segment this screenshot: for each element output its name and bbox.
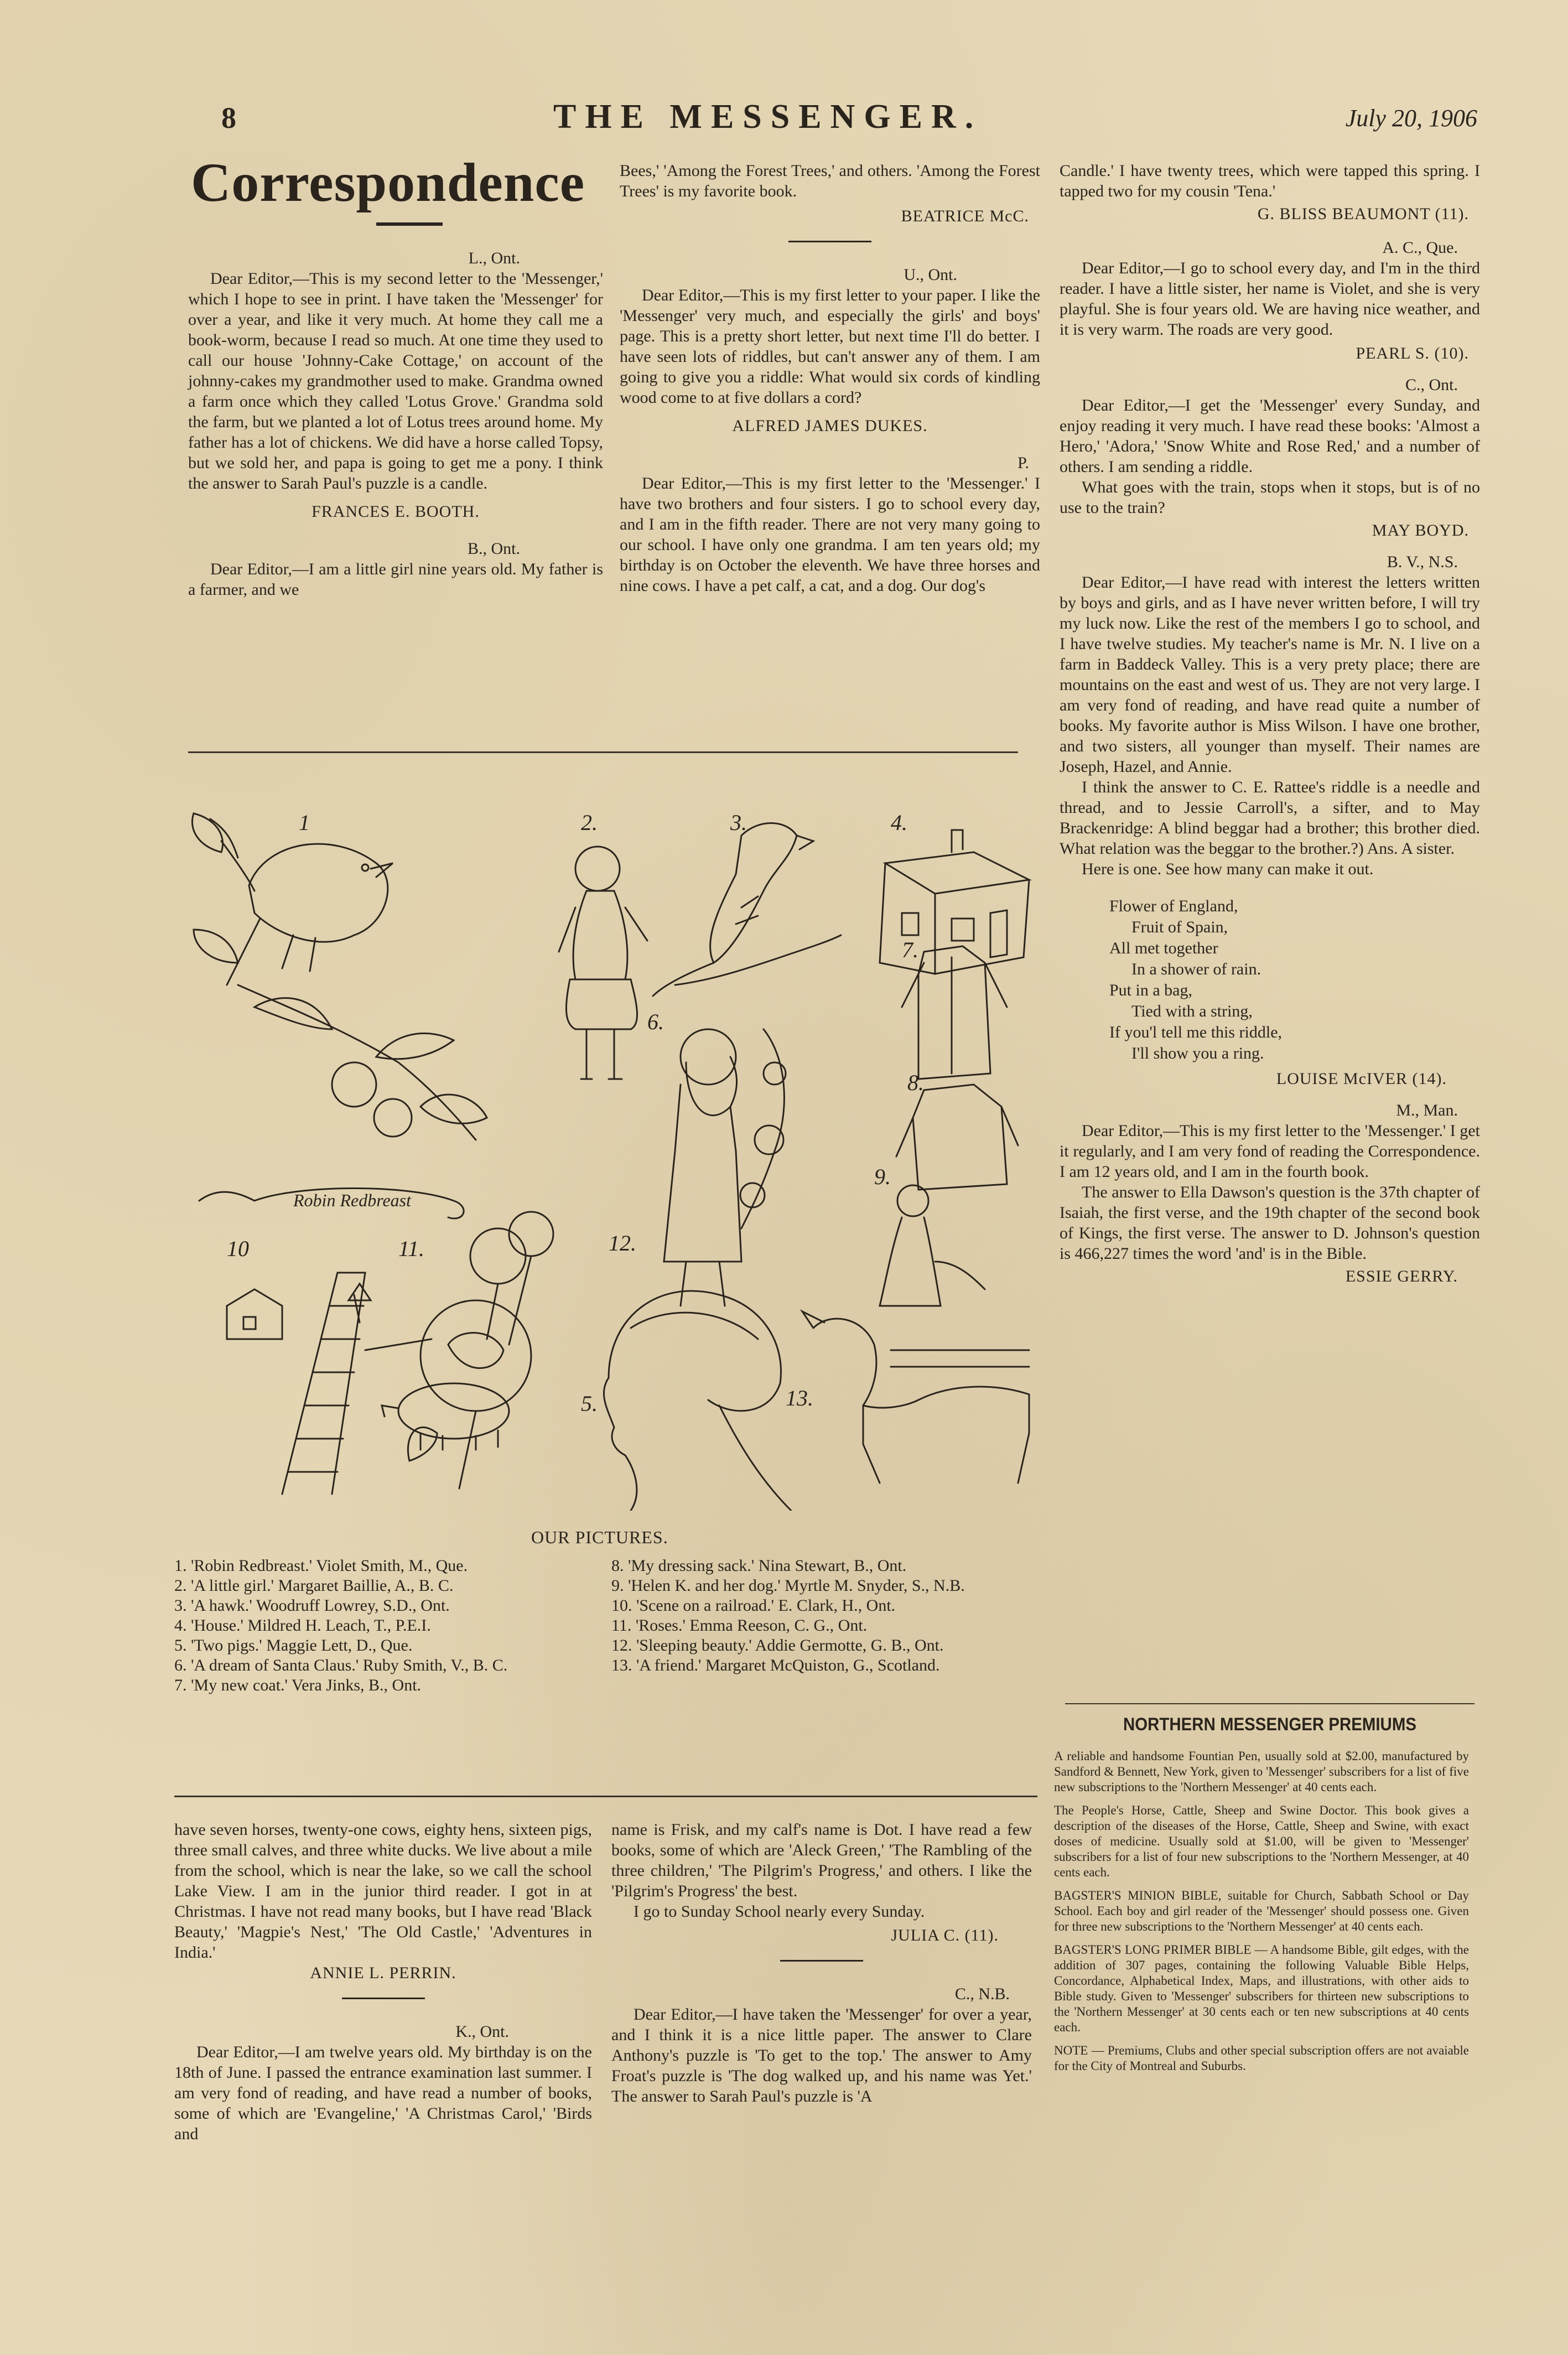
letter — [1060, 237, 1480, 364]
drawing-two-pigs — [382, 1383, 509, 1450]
letter-location: M., Man. — [1396, 1101, 1458, 1119]
page-header — [188, 97, 1477, 136]
letter-location: C., Ont. — [1405, 376, 1458, 394]
drawing-label: 2. — [581, 810, 598, 835]
premium-item: The People's Horse, Cattle, Sheep and Swine Doctor. This book gives a description of the diseases of the Horse, Cattle, Sheep and Swine, with exact doses of medicine. Usually sold at $1.00, will be given to 'Messenger' subscribers for a list of four new subscriptions to the 'Northern Messenger, at 40 cents each. — [1054, 1803, 1469, 1879]
drawing-label: 10 — [227, 1236, 249, 1261]
drawing-label: 6. — [647, 1009, 664, 1034]
letter-body-riddle-intro: Here is one. See how many can make it out. — [1082, 860, 1374, 878]
letter-location: L., Ont. — [468, 249, 520, 267]
drawing-label: 7. — [902, 937, 918, 962]
letter-body: Bees,' 'Among the Forest Trees,' and others. 'Among the Forest Trees' is my favorite book. — [620, 162, 1040, 200]
letter-body-answers: The answer to Ella Dawson's question is the 37th chapter of Isaiah, the first verse, and the 19th chapter of the second book of Kings, the first verse. The answer to D. Johnson's question is 466,227 times the word 'and' is in the Bible. — [1060, 1183, 1480, 1263]
premium-item: BAGSTER'S MINION BIBLE, suitable for Church, Sabbath School or Day School. Each boy and girl reader of the 'Messenger' should possess one. Given for three new subscriptions to the 'Northern Messenger' at 40 cents each. — [1054, 1889, 1469, 1933]
page-number: 8 — [221, 101, 236, 134]
drawing-label: 4. — [891, 810, 907, 835]
poem-line: Flower of England, — [1109, 897, 1238, 915]
letter-location: B., Ont. — [467, 540, 520, 558]
letter-location: C., N.B. — [954, 1985, 1010, 2003]
premium-item: A reliable and handsome Fountian Pen, usually sold at $2.00, manufactured by Sandford & Bennett, New York, given to 'Messenger' subscribers for a list of five new subscriptions to the 'Northern Messenger' at 40 cents each. — [1054, 1749, 1469, 1794]
drawing-label: 1 — [299, 810, 310, 835]
column-left-top — [188, 248, 603, 600]
robin-banner-text: Robin Redbreast — [293, 1190, 411, 1210]
letter — [188, 538, 603, 600]
letter — [174, 2021, 592, 2144]
issue-date: July 20, 1906 — [1345, 105, 1477, 132]
letter-signature: BEATRICE McC. — [901, 207, 1029, 225]
column-bottom-left — [174, 1819, 592, 2144]
letter-body: name is Frisk, and my calf's name is Dot. I have read a few books, some of which are 'Aleck Green,' 'The Rambling of the three children,' 'The Pilgrim's Progress,' and others. I like the 'Pilgrim's Progress' the best. — [611, 1820, 1032, 1900]
poem-line: All met together — [1109, 939, 1218, 957]
letter-body: Dear Editor,—I get the 'Messenger' every Sunday, and enjoy reading it very much. I have read these books: 'Almost a Hero,' 'Adora,' 'Snow White and Rose Red,' and a number of others. I am sending a riddle. — [1060, 396, 1480, 476]
column-middle-top — [620, 160, 1040, 596]
poem-line: Tied with a string, — [1131, 1002, 1253, 1020]
letter-signature: ANNIE L. PERRIN. — [310, 1964, 456, 1982]
letter-signature: ESSIE GERRY. — [1345, 1267, 1458, 1285]
letter-body: Dear Editor,—I go to school every day, and I'm in the third reader. I have a little sister, her name is Violet, and she is very playful. She is four years old. We are having nice weather, and it is very warm. The roads are very good. — [1060, 259, 1480, 339]
drawing-label: 13. — [786, 1386, 813, 1410]
letter-signature: MAY BOYD. — [1372, 521, 1469, 540]
drawing-sleeping-beauty — [604, 1291, 791, 1511]
premium-item: BAGSTER'S LONG PRIMER BIBLE — A handsome Bible, gilt edges, with the addition of 307 pages, containing the following Valuable Bible Helps, Concordance, Alphabetical Index, Maps, and illustrations, with other aids to Bible study. Given to 'Messenger' subscribers for thirteen new subscriptions to the 'Northern Messenger' at 30 cents each or ten new subscriptions at 40 cents each. — [1054, 1943, 1469, 2034]
letter-body: Dear Editor,—I am a little girl nine years old. My father is a farmer, and we — [188, 560, 603, 599]
letter-body: Dear Editor,—I have taken the 'Messenger' for over a year, and I think it is a nice little paper. The answer to Clare Anthony's puzzle is 'To get to the top.' The answer to Amy Froat's puzzle is 'The dog walked up, and his name was Yet.' The answer to Sarah Paul's puzzle is 'A — [611, 2005, 1032, 2105]
poem-line: Fruit of Spain, — [1131, 918, 1228, 936]
pictures-heading: OUR PICTURES. — [531, 1527, 668, 1547]
caption-item: 9. 'Helen K. and her dog.' Myrtle M. Snyder, S., N.B. — [611, 1576, 965, 1595]
separator-rule — [780, 1960, 863, 1962]
letter-location: B. V., N.S. — [1387, 553, 1458, 571]
letter-body: Dear Editor,—This is my first letter to the 'Messenger.' I get it regularly, and I am very fond of reading the Correspondence. I am 12 years old, and I am in the fourth book. — [1060, 1122, 1480, 1181]
separator-rule — [788, 241, 871, 242]
horizontal-rule — [174, 1796, 1037, 1797]
letter-location: P. — [1017, 454, 1029, 472]
letter — [1060, 1100, 1480, 1287]
drawing-label: 11. — [398, 1236, 425, 1261]
caption-item: 5. 'Two pigs.' Maggie Lett, D., Que. — [174, 1636, 413, 1654]
drawing-little-girl — [559, 847, 647, 1079]
premiums-list — [1054, 1749, 1469, 2082]
letter — [188, 248, 603, 522]
letter-body-answers: I think the answer to C. E. Rattee's riddle is a needle and thread, and to Jessie Carroll's, a sifter, and to May Brackenridge: A blind beggar had a brother; this brother died. What relation was the beggar to the brother.?) Ans. A sister. — [1060, 778, 1480, 858]
letter — [620, 453, 1040, 596]
captions-left — [174, 1556, 589, 1695]
drawing-helen-and-dog — [880, 1185, 985, 1306]
caption-item: 3. 'A hawk.' Woodruff Lowrey, S.D., Ont. — [174, 1596, 450, 1615]
drawing-label: 8. — [907, 1070, 924, 1095]
letter-signature: LOUISE McIVER (14). — [1276, 1070, 1447, 1088]
drawing-horse — [802, 1311, 1029, 1483]
caption-item: 6. 'A dream of Santa Claus.' Ruby Smith, V., B. C. — [174, 1656, 508, 1674]
letter-signature: G. BLISS BEAUMONT (11). — [1257, 205, 1469, 223]
premiums-title-rule — [1065, 1703, 1474, 1704]
letter — [1060, 552, 1480, 1089]
masthead: THE MESSENGER. — [553, 98, 983, 136]
letter-body: Dear Editor,—I am twelve years old. My birthday is on the 18th of June. I passed the entrance examination last summer. I am very fond of reading, and have read a number of books, some of which are 'Evangeline,' 'A Christmas Carol,' 'Birds and — [174, 2043, 592, 2143]
letter-signature: JULIA C. (11). — [891, 1926, 999, 1944]
drawing-coat — [902, 946, 1007, 1079]
letter-body: Dear Editor,—This is my first letter to your paper. I like the 'Messenger' very much, and especially the girls' and boys' page. This is a pretty short letter, but next time I'll do better. I have seen lots of riddles, but can't answer any of them. I am going to give you a riddle: What would six cords of kindling wood come to at five dollars a cord? — [620, 286, 1040, 407]
drawing-label: 12. — [609, 1231, 636, 1256]
letter-signature: PEARL S. (10). — [1356, 344, 1469, 362]
drawing-santa — [664, 1029, 786, 1306]
column-right — [1060, 160, 1480, 1303]
letter-location: U., Ont. — [904, 266, 957, 284]
poem-line: I'll show you a ring. — [1131, 1044, 1264, 1062]
caption-item: 7. 'My new coat.' Vera Jinks, B., Ont. — [174, 1676, 422, 1694]
drawing-hawk — [653, 823, 841, 997]
drawing-railroad — [227, 1273, 432, 1494]
separator-rule — [342, 1998, 425, 1999]
caption-item: 12. 'Sleeping beauty.' Addie Germotte, G. B., Ont. — [611, 1636, 944, 1654]
letter — [620, 264, 1040, 436]
drawing-dressing-sack — [896, 1085, 1018, 1190]
poem-line: If you'l tell me this riddle, — [1109, 1023, 1283, 1041]
section-title: Correspondence — [191, 152, 585, 213]
drawing-label: 9. — [874, 1164, 891, 1189]
captions-right — [611, 1556, 1032, 1676]
letter-signature: ALFRED JAMES DUKES. — [732, 417, 928, 435]
premiums-title: NORTHERN MESSENGER PREMIUMS — [1123, 1714, 1416, 1734]
drawing-roses — [408, 1212, 553, 1488]
letter-location: A. C., Que. — [1382, 238, 1458, 257]
pictures-illustration — [188, 797, 1040, 1511]
letter-body: Dear Editor,—This is my second letter to the 'Messenger,' which I hope to see in print. I have taken the 'Messenger' for over a year, and like it very much. At home they call me a book-worm, because I read so much. At one time they used to call our house 'Johnny-Cake Cottage,' on account of the johnny-cakes my grandmother used to make. Grandma owned a farm once which they called 'Lotus Grove.' Grandma sold the farm, but we planted a lot of Lotus trees around home. My father has a lot of chickens. We did have a horse called Topsy, but we sold her, and papa is going to get me a pony. I think the answer to Sarah Paul's puzzle is a candle. — [188, 269, 603, 492]
horizontal-rule — [188, 751, 1018, 753]
drawing-label: 3. — [730, 810, 747, 835]
letter-body: Dear Editor,—I have read with interest the letters written by boys and girls, and as I have never written before, I will try my luck now. Like the rest of the members I go to school, and I have twelve studies. My teacher's name is Mr. N. I live on a farm in Baddeck Valley. This is a very prety place; there are mountains on the east and west of us. They are not very large. I am very fond of reading, and have read quite a number of books. My favorite author is Miss Wilson. I have one brother, and two sisters, all younger than myself. Their names are Joseph, Hazel, and Annie. — [1060, 573, 1480, 776]
drawing-robin — [192, 813, 487, 1140]
letter-signature: FRANCES E. BOOTH. — [311, 502, 480, 521]
caption-item: 10. 'Scene on a railroad.' E. Clark, H., Ont. — [611, 1596, 896, 1615]
poem-line: In a shower of rain. — [1131, 960, 1261, 978]
letter — [611, 1984, 1032, 2107]
caption-item: 11. 'Roses.' Emma Reeson, C. G., Ont. — [611, 1616, 868, 1635]
column-bottom-middle — [611, 1819, 1032, 2107]
premium-item: NOTE — Premiums, Clubs and other special subscription offers are not avaiable for the City of Montreal and Suburbs. — [1054, 2043, 1469, 2073]
letter-body: Dear Editor,—This is my first letter to the 'Messenger.' I have two brothers and four sisters. I go to school every day, and I am in the fifth reader. There are not very many going to our school. I have only one grandma. I am ten years old; my birthday is on October the eleventh. We have three horses and nine cows. I have a pet calf, a cat, and a dog. Our dog's — [620, 474, 1040, 595]
riddle-poem — [1109, 896, 1480, 1064]
letter-body: Candle.' I have twenty trees, which were tapped this spring. I tapped two for my cousin 'Tena.' — [1060, 162, 1480, 200]
caption-item: 4. 'House.' Mildred H. Leach, T., P.E.I. — [174, 1616, 431, 1635]
letter-body: have seven horses, twenty-one cows, eighty hens, sixteen pigs, three small calves, and three white ducks. We live about a mile from the school, which is near the lake, so we call the school Lake View. I am in the junior third reader. I got in at Christmas. I have not read many books, but I have read 'Black Beauty,' 'Magpie's Nest,' 'The Old Castle,' 'Adventures in India.' — [174, 1820, 592, 1962]
caption-item: 8. 'My dressing sack.' Nina Stewart, B., Ont. — [611, 1557, 907, 1575]
letter-body-riddle: What goes with the train, stops when it stops, but is of no use to the train? — [1060, 478, 1480, 517]
caption-item: 1. 'Robin Redbreast.' Violet Smith, M., Que. — [174, 1557, 468, 1575]
letter-location: K., Ont. — [455, 2022, 509, 2041]
caption-item: 2. 'A little girl.' Margaret Baillie, A., B. C. — [174, 1576, 454, 1595]
poem-line: Put in a bag, — [1109, 981, 1192, 999]
letter-body: I go to Sunday School nearly every Sunday. — [634, 1902, 925, 1921]
title-underline — [376, 222, 443, 226]
drawing-label: 5. — [581, 1391, 598, 1416]
letter — [1060, 375, 1480, 541]
caption-item: 13. 'A friend.' Margaret McQuiston, G., Scotland. — [611, 1656, 940, 1674]
